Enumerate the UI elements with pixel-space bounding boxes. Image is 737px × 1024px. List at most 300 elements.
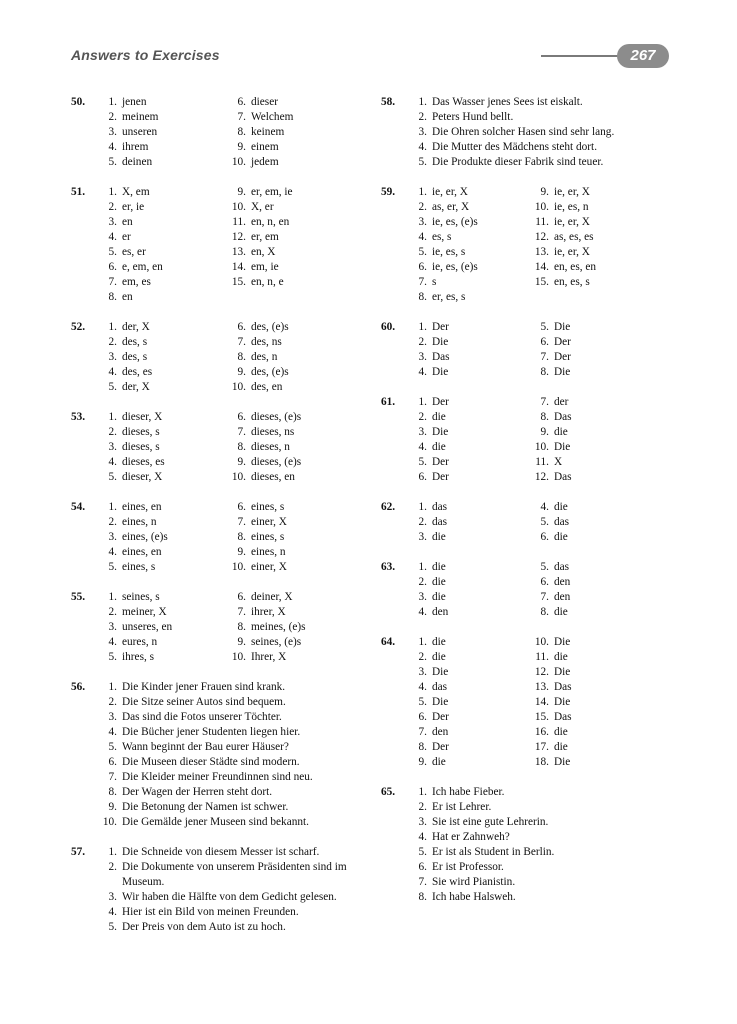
exercise-52 [71,320,371,395]
answer-text: er, em [251,231,279,243]
answer-list [405,95,695,170]
answer-text: Das Wasser jenes Sees ist eiskalt. [432,96,583,108]
answer-text: die [432,531,446,543]
answer-number: 5. [540,321,549,333]
answer-text: en, es, s [554,276,590,288]
answer-number: 7. [418,726,427,738]
answer-number: 1. [418,321,427,333]
answer-number: 7. [108,276,117,288]
answer-number: 2. [108,201,117,213]
answer-text: Der [432,321,449,333]
answer-item [95,890,385,905]
answer-text: dieses, en [251,471,295,483]
answer-text: eines, s [122,561,156,573]
answer-text: des, en [251,381,283,393]
answer-text: e, em, en [122,261,163,273]
answer-text: s [432,276,437,288]
answer-number: 5. [108,651,117,663]
answer-number: 5. [540,516,549,528]
answer-number: 15. [231,276,246,288]
answer-number: 1. [418,396,427,408]
answer-number: 5. [108,381,117,393]
answer-text: Die [554,666,571,678]
answer-text: en, n, e [251,276,284,288]
answer-number: 9. [108,801,117,813]
answer-text: ie, es, s [432,246,466,258]
answer-number: 6. [418,711,427,723]
answer-item [95,740,385,755]
answer-text: ie, es, n [554,201,589,213]
answer-text: Das sind die Fotos unserer Töchter. [122,711,282,723]
answer-text: die [432,561,446,573]
answer-text: Der [432,396,449,408]
answer-item [95,710,385,725]
answer-number: 11. [535,651,549,663]
answer-number: 2. [108,606,117,618]
answer-number: 8. [237,126,246,138]
answer-text: Die Kinder jener Frauen sind krank. [122,681,286,693]
exercise-51 [71,185,371,305]
answer-text: seines, s [122,591,160,603]
answer-text: em, ie [251,261,279,273]
answer-number: 4. [108,231,117,243]
answer-text: die [432,576,446,588]
answer-number: 4. [418,606,427,618]
answer-number: 3. [108,531,117,543]
answer-number: 10. [231,471,246,483]
answer-item [405,815,695,830]
answer-text: ie, es, (e)s [432,216,478,228]
answer-number: 3. [108,126,117,138]
answer-text: des, (e)s [251,321,289,333]
answer-text: Sie ist eine gute Lehrerin. [432,816,549,828]
answer-text: X, em [122,186,150,198]
answer-number: 6. [418,861,427,873]
answer-number: 2. [108,336,117,348]
answer-text: des, es [122,366,153,378]
answer-number: 10. [231,201,246,213]
answer-text: en [122,291,133,303]
answer-text: einer, X [251,516,287,528]
answer-number: 2. [108,426,117,438]
answer-number: 3. [418,126,427,138]
answer-text: eines, en [122,546,162,558]
exercise-59 [381,185,681,305]
answer-number: 4. [108,366,117,378]
answer-number: 9. [237,636,246,648]
answer-item [405,140,695,155]
answer-item [95,725,385,740]
answer-text: die [432,651,446,663]
answer-number: 1. [108,681,117,693]
answer-item [405,860,695,875]
answer-text: Welchem [251,111,294,123]
answer-text: Er ist als Student in Berlin. [432,846,555,858]
answer-text: Peters Hund bellt. [432,111,514,123]
answer-text: er, em, ie [251,186,293,198]
answer-item [95,785,385,800]
answer-text: en, n, en [251,216,290,228]
answer-text: Die [432,336,449,348]
answer-text: meines, (e)s [251,621,306,633]
answer-text: Die Produkte dieser Fabrik sind teuer. [432,156,604,168]
answer-number: 9. [237,456,246,468]
exercise-number: 57. [71,846,86,858]
answer-text: Wann beginnt der Bau eurer Häuser? [122,741,289,753]
answer-text: einem [251,141,279,153]
answer-number: 3. [108,216,117,228]
answer-text: die [554,606,568,618]
answer-number: 9. [237,546,246,558]
answer-text: as, er, X [432,201,470,213]
answer-text: Die Schneide von diesem Messer ist scharf. [122,846,320,858]
answer-text: einer, X [251,561,287,573]
answer-text: Die Bücher jener Studenten liegen hier. [122,726,301,738]
answer-number: 1. [108,501,117,513]
answer-text: Sie wird Pianistin. [432,876,516,888]
answer-number: 7. [540,396,549,408]
answer-text: ie, er, X [554,186,590,198]
answer-number: 12. [534,231,549,243]
answer-number: 6. [237,501,246,513]
answer-number: 7. [237,516,246,528]
answer-number: 4. [418,141,427,153]
answer-number: 2. [418,651,427,663]
answer-text: Hat er Zahnweh? [432,831,510,843]
answer-number: 6. [540,531,549,543]
answer-text: ie, es, (e)s [432,261,478,273]
answer-text: Er ist Lehrer. [432,801,492,813]
answer-text: des, n [251,351,278,363]
answer-number: 2. [418,516,427,528]
answer-number: 7. [237,111,246,123]
exercise-65 [381,785,681,905]
answer-text: jenen [122,96,147,108]
answer-number: 5. [418,846,427,858]
answer-text: den [554,576,571,588]
answer-number: 3. [418,216,427,228]
answer-number: 10. [534,201,549,213]
answer-number: 5. [108,921,117,933]
answer-text: Der [432,711,449,723]
exercise-number: 51. [71,186,86,198]
answer-number: 8. [418,291,427,303]
answer-text: Die [554,366,571,378]
answer-number: 10. [534,441,549,453]
answer-text: en [122,216,133,228]
answer-text: die [554,741,568,753]
exercise-58 [381,95,681,170]
answer-text: dieses, es [122,456,165,468]
exercise-number: 54. [71,501,86,513]
answer-text: dieses, s [122,426,160,438]
answer-number: 11. [535,216,549,228]
answer-text: seines, (e)s [251,636,302,648]
answer-number: 4. [108,636,117,648]
answer-text: des, s [122,336,148,348]
answer-text: unseres, en [122,621,173,633]
answer-item [405,155,695,170]
answer-number: 7. [540,351,549,363]
answer-text: ihrem [122,141,149,153]
answer-number: 5. [108,156,117,168]
answer-number: 5. [418,456,427,468]
answer-number: 18. [534,756,549,768]
answer-number: 2. [418,576,427,588]
answer-number: 13. [534,246,549,258]
answer-text: die [432,591,446,603]
answer-text: Der [554,336,571,348]
right-column [381,95,681,920]
answer-text: das [554,516,570,528]
answer-text: X [554,456,563,468]
exercise-number: 62. [381,501,396,513]
answer-text: das [554,561,570,573]
answer-text: dieses, (e)s [251,456,302,468]
answer-text: Ich habe Fieber. [432,786,505,798]
answer-number: 3. [418,531,427,543]
answer-number: 5. [108,246,117,258]
answer-number: 9. [418,756,427,768]
answer-item [95,815,385,830]
answer-text: Hier ist ein Bild von meinen Freunden. [122,906,299,918]
answer-number: 7. [108,771,117,783]
answer-number: 15. [534,711,549,723]
answer-text: eines, en [122,501,162,513]
answer-item [95,860,385,890]
answer-number: 4. [418,231,427,243]
answer-text: die [554,651,568,663]
answer-number: 6. [237,321,246,333]
answer-text: er, es, s [432,291,466,303]
answer-number: 1. [418,561,427,573]
answer-text: Die [554,321,571,333]
answer-text: ie, er, X [554,216,590,228]
answer-number: 1. [108,186,117,198]
answer-text: eines, n [122,516,157,528]
answer-item [95,905,385,920]
answer-text: Der [432,456,449,468]
answer-text: die [432,441,446,453]
answer-text: Die [432,426,449,438]
answer-text: Die Dokumente von unserem Präsidenten sind im Museum. [122,861,347,888]
answer-number: 10. [231,156,246,168]
answer-text: Der Preis von dem Auto ist zu hoch. [122,921,286,933]
answer-number: 5. [540,561,549,573]
answer-item [95,920,385,935]
answer-number: 7. [237,336,246,348]
answer-text: en, X [251,246,276,258]
answer-number: 13. [534,681,549,693]
answer-text: des, s [122,351,148,363]
answer-number: 5. [418,246,427,258]
exercise-number: 60. [381,321,396,333]
answer-number: 6. [540,336,549,348]
answer-text: dieses, (e)s [251,411,302,423]
answer-number: 3. [418,426,427,438]
answer-number: 3. [108,621,117,633]
answer-number: 8. [237,351,246,363]
answer-text: er [122,231,131,243]
answer-text: Die [432,366,449,378]
answer-number: 8. [108,291,117,303]
answer-text: ie, er, X [432,186,468,198]
exercise-number: 63. [381,561,396,573]
answer-number: 6. [108,756,117,768]
answer-number: 4. [418,366,427,378]
answer-number: 4. [108,141,117,153]
answer-number: 7. [418,876,427,888]
answer-text: Die [432,666,449,678]
answer-number: 14. [534,696,549,708]
answer-item [95,695,385,710]
answer-text: er, ie [122,201,145,213]
exercise-number: 64. [381,636,396,648]
answer-number: 3. [418,591,427,603]
answer-number: 1. [108,411,117,423]
left-column [71,95,371,950]
answer-text: meinem [122,111,159,123]
exercise-50 [71,95,371,170]
exercise-number: 59. [381,186,396,198]
exercise-number: 50. [71,96,86,108]
answer-text: die [554,726,568,738]
answer-text: meiner, X [122,606,167,618]
answer-number: 12. [534,666,549,678]
answer-number: 7. [237,606,246,618]
answer-item [95,680,385,695]
answer-number: 6. [237,411,246,423]
answer-number: 2. [418,111,427,123]
answer-number: 2. [108,111,117,123]
answer-text: eines, (e)s [122,531,168,543]
answer-text: ihrer, X [251,606,286,618]
answer-item [405,875,695,890]
exercise-61 [381,395,681,485]
answer-number: 10. [231,651,246,663]
exercise-number: 53. [71,411,86,423]
exercise-number: 61. [381,396,396,408]
answer-number: 2. [418,201,427,213]
answer-number: 6. [540,576,549,588]
answer-text: des, (e)s [251,366,289,378]
answer-item [405,845,695,860]
answer-number: 3. [418,816,427,828]
answer-item [405,110,695,125]
answer-number: 8. [418,891,427,903]
answer-text: Der Wagen der Herren steht dort. [122,786,273,798]
answer-number: 6. [108,261,117,273]
answer-text: Die [554,756,571,768]
answer-text: den [432,606,449,618]
answer-text: die [554,426,568,438]
answer-number: 1. [418,636,427,648]
exercise-55 [71,590,371,665]
answer-number: 2. [108,861,117,873]
answer-text: der, X [122,381,150,393]
answer-text: dieser [251,96,278,108]
answer-number: 9. [540,426,549,438]
exercise-56 [71,680,371,830]
answer-text: Die Betonung der Namen ist schwer. [122,801,289,813]
answer-text: as, es, es [554,231,594,243]
answer-number: 14. [231,261,246,273]
answer-text: Die Ohren solcher Hasen sind sehr lang. [432,126,615,138]
answer-number: 5. [418,156,427,168]
answer-number: 9. [237,186,246,198]
answer-text: ihres, s [122,651,155,663]
answer-text: der, X [122,321,150,333]
answer-text: dieses, ns [251,426,295,438]
answer-text: jedem [251,156,279,168]
answer-number: 2. [418,336,427,348]
answer-text: das [432,681,448,693]
answer-text: dieses, n [251,441,290,453]
answer-text: des, ns [251,336,282,348]
answer-number: 4. [108,546,117,558]
header-rule [541,55,621,57]
answer-text: Das [554,681,572,693]
answer-number: 10. [231,381,246,393]
answer-text: Ihrer, X [251,651,287,663]
answer-text: die [554,501,568,513]
answer-text: X, er [251,201,274,213]
answer-number: 3. [108,441,117,453]
answer-number: 11. [232,216,246,228]
answer-number: 8. [540,606,549,618]
answer-text: dieses, s [122,441,160,453]
answer-number: 3. [108,711,117,723]
answer-list [95,845,385,935]
answer-item [405,830,695,845]
answer-text: die [554,531,568,543]
answer-text: dieser, X [122,411,163,423]
answer-text: den [432,726,449,738]
answer-text: Die Gemälde jener Museen sind bekannt. [122,816,309,828]
answer-number: 1. [108,321,117,333]
answer-text: es, s [432,231,452,243]
exercise-number: 65. [381,786,396,798]
answer-number: 2. [418,411,427,423]
answer-number: 1. [418,96,427,108]
answer-number: 10. [102,816,117,828]
answer-text: Die Mutter des Mädchens steht dort. [432,141,598,153]
answer-text: das [432,516,448,528]
answer-number: 2. [108,696,117,708]
answer-number: 6. [418,471,427,483]
exercise-60 [381,320,681,380]
answer-item [405,785,695,800]
answer-number: 1. [108,591,117,603]
answer-number: 2. [418,801,427,813]
answer-text: eures, n [122,636,158,648]
answer-text: en, es, en [554,261,597,273]
section-title: Answers to Exercises [71,47,220,63]
answer-number: 8. [237,441,246,453]
answer-item [405,125,695,140]
answer-text: Das [554,411,572,423]
answer-number: 9. [237,366,246,378]
answer-item [405,800,695,815]
answer-number: 3. [108,891,117,903]
answer-text: Die [432,696,449,708]
answer-number: 4. [418,681,427,693]
answer-number: 4. [108,456,117,468]
answer-text: eines, s [251,531,285,543]
answer-text: Die Museen dieser Städte sind modern. [122,756,300,768]
answer-text: die [432,756,446,768]
answer-number: 3. [418,351,427,363]
